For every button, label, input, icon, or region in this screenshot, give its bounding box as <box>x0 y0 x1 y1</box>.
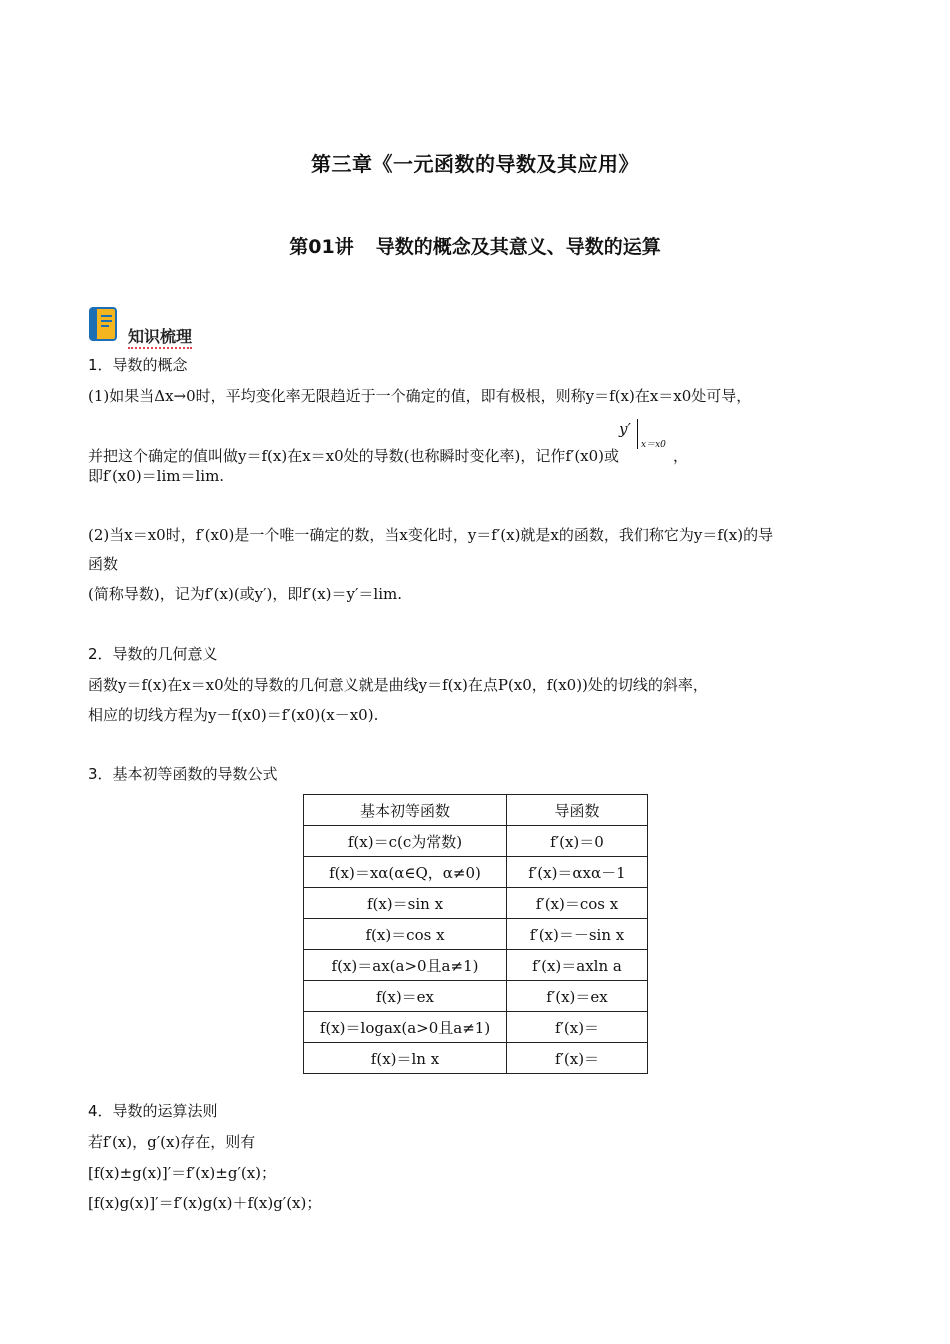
lecture-title <box>0 232 950 259</box>
table-cell: f′(x)＝0 <box>507 826 648 857</box>
s1-p1-line1-text: (1)如果当Δx→0时，平均变化率无限趋近于一个确定的值，即有极根，则称y＝f(x)在x＝x0处可导， <box>88 387 752 405</box>
table-cell: f(x)＝ex <box>304 981 507 1012</box>
s2-line1: 函数y＝f(x)在x＝x0处的导数的几何意义就是曲线y＝f(x)在点P(x0，f(x0))处的切线的斜率， <box>88 676 708 694</box>
table-cell: f′(x)＝ <box>507 1043 648 1074</box>
chapter-title: 第三章《一元函数的导数及其应用》 <box>311 152 639 176</box>
table-row <box>304 981 648 1012</box>
section-3-heading: 3．基本初等函数的导数公式 <box>88 765 278 783</box>
table-header: 基本初等函数 <box>304 795 507 826</box>
table-cell: f(x)＝c(c为常数) <box>304 826 507 857</box>
table-row <box>304 826 648 857</box>
s4-line1: 若f′(x)，g′(x)存在，则有 <box>88 1133 256 1151</box>
derivative-formula-table <box>303 794 648 1074</box>
lecture-number: 第01讲 <box>289 236 354 258</box>
section-1-heading: 1．导数的概念 <box>88 356 188 374</box>
s4-line3: [f(x)g(x)]′＝f′(x)g(x)＋f(x)g′(x)； <box>88 1194 322 1212</box>
s1-p2-line3: (简称导数)，记为f′(x)(或y′)，即f′(x)＝y′＝lim. <box>88 585 402 603</box>
s4-line2: [f(x)±g(x)]′＝f′(x)±g′(x)； <box>88 1164 277 1182</box>
table-cell: f(x)＝sin x <box>304 888 507 919</box>
table-cell: f(x)＝ln x <box>304 1043 507 1074</box>
book-icon <box>88 306 120 342</box>
s1-p1-line1 <box>88 386 751 406</box>
table-row <box>304 888 648 919</box>
lecture-topic: 导数的概念及其意义、导数的运算 <box>375 236 661 258</box>
s2-line2: 相应的切线方程为y－f(x0)＝f′(x0)(x－x0). <box>88 706 379 724</box>
table-row <box>304 1012 648 1043</box>
table-row <box>304 950 648 981</box>
table-header: 导函数 <box>507 795 648 826</box>
table-cell: f′(x)＝－sin x <box>507 919 648 950</box>
knowledge-summary-label: 知识梳理 <box>128 324 192 349</box>
s1-p1-line2-text: 并把这个确定的值叫做y＝f(x)在x＝x0处的导数(也称瞬时变化率)，记作f′(x0)或 <box>88 447 620 465</box>
table-row <box>304 857 648 888</box>
section-2-heading: 2．导数的几何意义 <box>88 645 218 663</box>
s1-p1-line2: 并把这个确定的值叫做y＝f(x)在x＝x0处的导数(也称瞬时变化率)，记作f′(x0)或 y′ x＝x0 ， <box>88 420 689 465</box>
table-cell: f′(x)＝ex <box>507 981 648 1012</box>
s1-p2-line1: (2)当x＝x0时，f′(x0)是一个唯一确定的数，当x变化时，y＝f′(x)就是x的函数，我们称它为y＝f(x)的导 <box>88 526 774 544</box>
table-cell: f(x)＝logax(a>0且a≠1) <box>304 1012 507 1043</box>
table-cell: f(x)＝xα(α∈Q，α≠0) <box>304 857 507 888</box>
table-cell: f(x)＝ax(a>0且a≠1) <box>304 950 507 981</box>
derivative-evaluation-notation: y′ x＝x0 <box>619 420 666 450</box>
table-header-row <box>304 795 648 826</box>
s1-p2-line2: 函数 <box>88 555 119 573</box>
table-cell: f′(x)＝axln a <box>507 950 648 981</box>
s1-p1-line3: 即f′(x0)＝lim＝lim. <box>88 467 225 485</box>
table-row <box>304 1043 648 1074</box>
table-cell: f′(x)＝αxα－1 <box>507 857 648 888</box>
table-cell: f(x)＝cos x <box>304 919 507 950</box>
table-row <box>304 919 648 950</box>
table-cell: f′(x)＝cos x <box>507 888 648 919</box>
section-4-heading: 4．导数的运算法则 <box>88 1102 218 1120</box>
table-cell: f′(x)＝ <box>507 1012 648 1043</box>
